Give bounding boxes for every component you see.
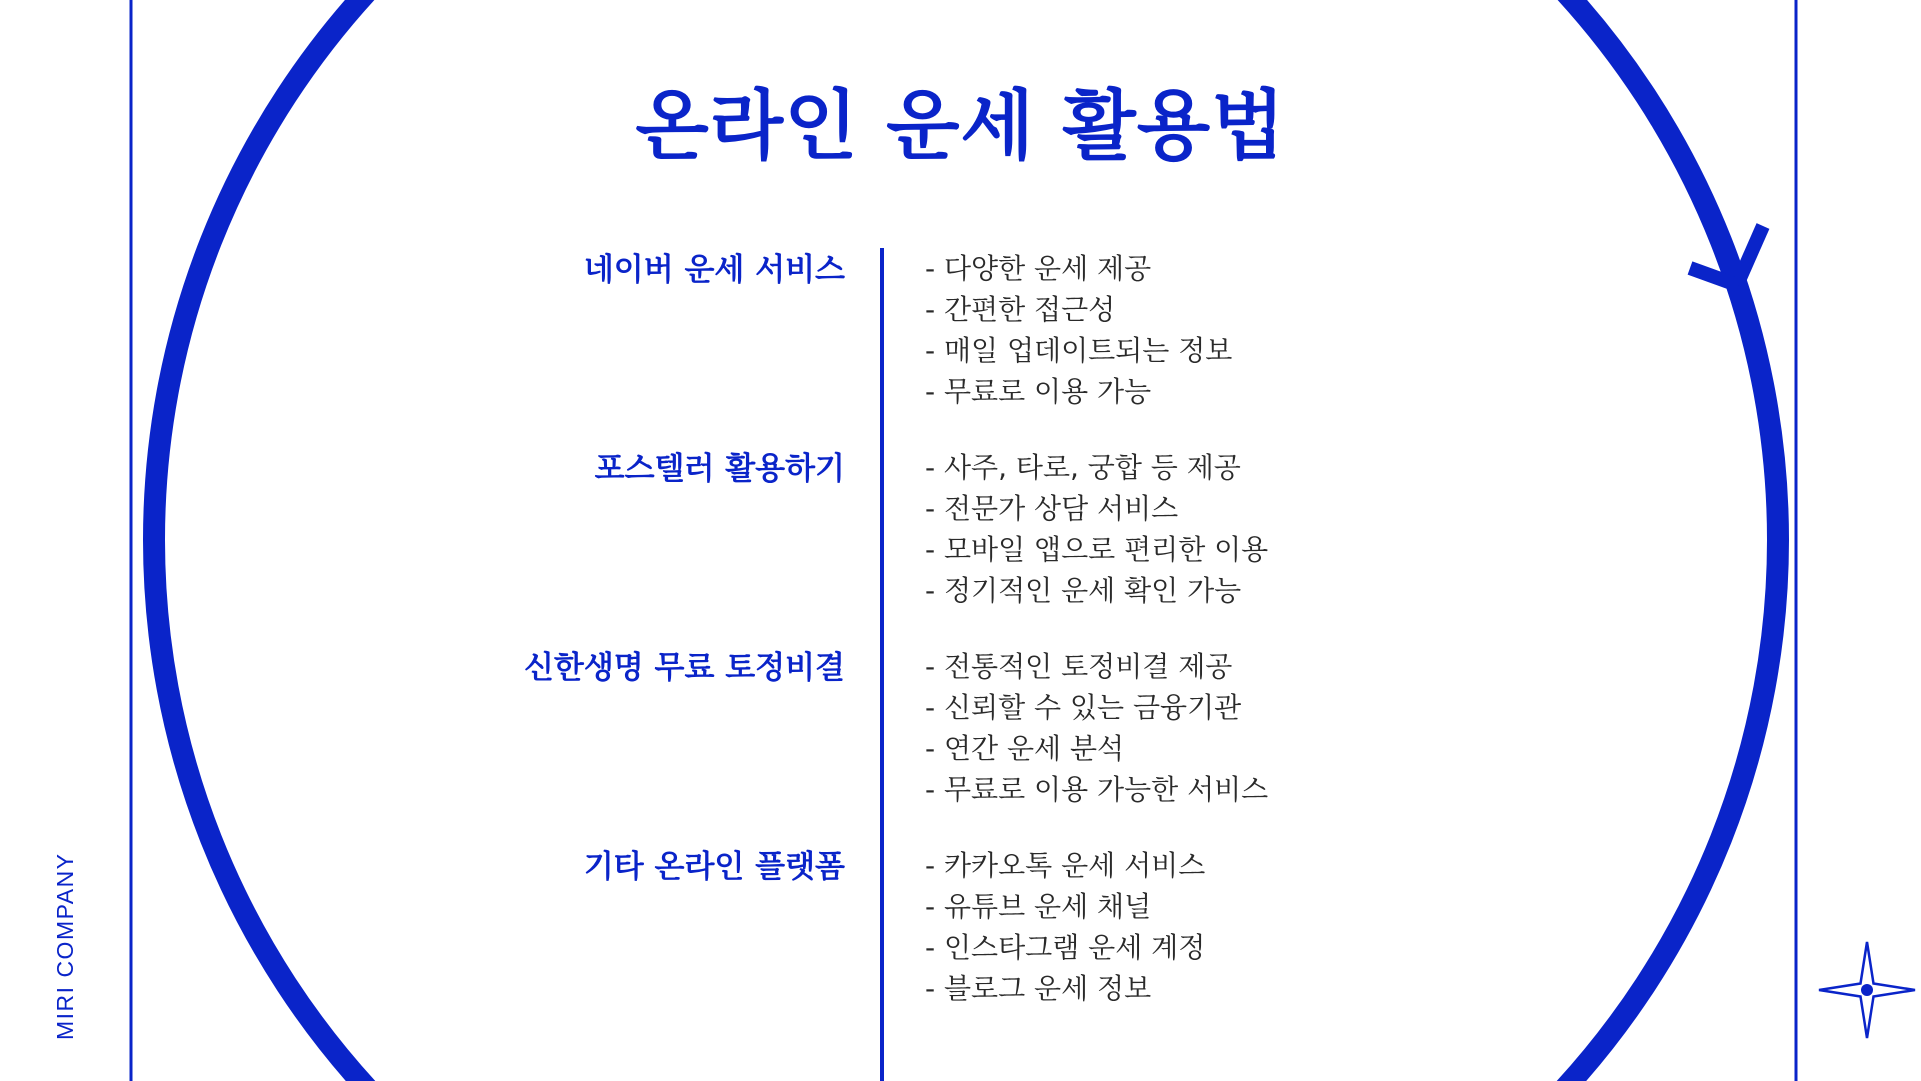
list-item: - 인스타그램 운세 계정 [925,931,1206,964]
list-item: - 전통적인 토정비결 제공 [925,650,1233,683]
sparkle-star-icon [1819,942,1915,1038]
list-item: - 매일 업데이트되는 정보 [925,334,1233,367]
section-list-postellar [925,447,1625,611]
section-title-shinhan: 신한생명 무료 토정비결 [523,650,845,686]
brand-label [50,820,82,1040]
list-item: - 카카오톡 운세 서비스 [925,849,1206,882]
brand-text: MIRI COMPANY [52,852,78,1040]
list-item: - 신뢰할 수 있는 금융기관 [925,691,1242,724]
list-item: - 간편한 접근성 [925,293,1116,326]
list-item: - 무료로 이용 가능한 서비스 [925,773,1269,806]
list-item: - 정기적인 운세 확인 가능 [925,574,1242,607]
list-item: - 모바일 앱으로 편리한 이용 [925,533,1269,566]
section-title-other: 기타 온라인 플랫폼 [583,849,845,885]
list-item: - 블로그 운세 정보 [925,972,1152,1005]
page-title: 온라인 운세 활용법 [635,81,1286,170]
list-item: - 다양한 운세 제공 [925,252,1152,285]
section-list-shinhan [925,646,1625,810]
list-item: - 사주, 타로, 궁합 등 제공 [925,451,1241,484]
section-title-naver: 네이버 운세 서비스 [583,252,845,288]
section-list-other [925,845,1625,1009]
center-divider [880,248,884,1081]
section-list-naver [925,248,1625,412]
list-item: - 전문가 상담 서비스 [925,492,1179,525]
section-title-postellar: 포스텔러 활용하기 [594,451,845,487]
list-item: - 유튜브 운세 채널 [925,890,1152,923]
list-item: - 연간 운세 분석 [925,732,1125,765]
list-item: - 무료로 이용 가능 [925,375,1152,408]
